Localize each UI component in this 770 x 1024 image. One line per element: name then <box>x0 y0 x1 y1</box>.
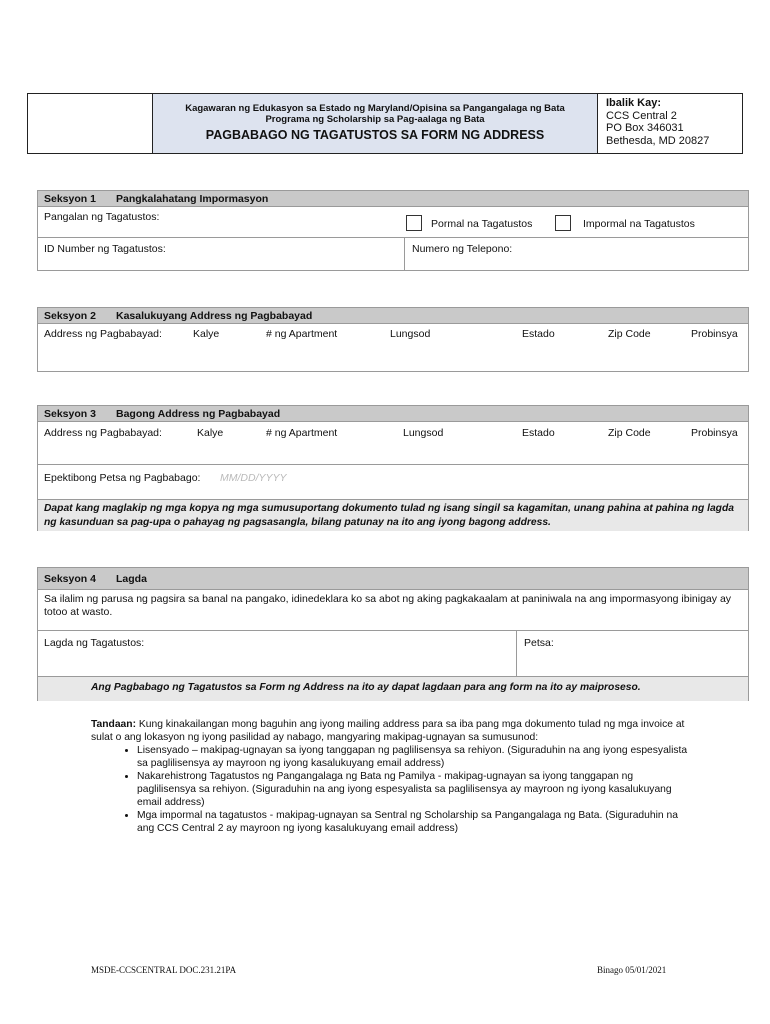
section-2-title <box>38 308 748 324</box>
section-3 <box>37 405 749 531</box>
program-name: Programa ng Scholarship sa Pag-aalaga ng Bata <box>265 114 485 125</box>
divider <box>38 464 748 465</box>
signature-field[interactable]: Lagda ng Tagatustos: <box>44 637 145 649</box>
zip-code-field[interactable]: Zip Code <box>608 328 651 340</box>
section-2 <box>37 307 749 372</box>
list-item: • Mga impormal na tagatustos - makipag-ugnayan sa Sentral ng Scholarship sa Pangangalaga ng Bata. (Siguraduhin na ang CCS Central 2 ay mayroon ng iyong kasalukuyang email address) <box>137 809 691 835</box>
address-proof-notice: Dapat kang maglakip ng mga kopya ng mga sumusuportang dokumento tulad ng isang singil sa kagamitan, unang pahina at pahina ng lagda ng kasunduan sa pag-upa o pahayag ng pagsasangla, bilang patunay na ito ang iyong bagong address. <box>38 500 748 531</box>
list-item: • Nakarehistrong Tagatustos ng Pangangalaga ng Bata ng Pamilya - makipag-ugnayan sa iyong tanggapan ng paglilisensya sa rehiyon. (Siguraduhin na ang iyong espesyalista sa paglilisensya ay mayroon ng iyong kasalukuyang email address) <box>137 770 691 809</box>
declaration-text: Sa ilalim ng parusa ng pagsira sa banal na pangako, idinedeklara ko sa abot ng aking pagkakaalam at paniniwala na ang impormasyong ibinigay ay totoo at wasto. <box>44 593 732 618</box>
section-number: Seksyon 3 <box>44 408 96 420</box>
note-text: Kung kinakailangan mong baguhin ang iyong mailing address para sa iba pang mga dokumento tulad ng mga invoice at sulat o ang lokasyon ng iyong pasilidad ay nabago, mangyaring makipag-ugnayan sa sumusunod: <box>91 719 685 743</box>
new-city-field[interactable]: Lungsod <box>403 427 444 439</box>
new-province-field[interactable]: Probinsya <box>691 427 738 439</box>
department-name: Kagawaran ng Edukasyon sa Estado ng Maryland/Opisina sa Pangangalaga ng Bata <box>185 103 565 114</box>
new-street-field[interactable]: Kalye <box>197 427 224 439</box>
apartment-field[interactable]: # ng Apartment <box>266 328 338 340</box>
date-field[interactable]: Petsa: <box>524 637 554 649</box>
return-line: PO Box 346031 <box>606 122 684 134</box>
signature-required-notice: Ang Pagbabago ng Tagatustos sa Form ng Address na ito ay dapat lagdaan para ang form na ito ay maiproseso. <box>38 677 748 701</box>
section-title: Pangkalahatang Impormasyon <box>116 193 269 205</box>
section-number: Seksyon 2 <box>44 310 96 322</box>
return-address <box>597 93 743 154</box>
effective-date-input[interactable]: MM/DD/YYYY <box>220 472 287 484</box>
city-field[interactable]: Lungsod <box>390 328 431 340</box>
section-1 <box>37 190 749 271</box>
return-title: Ibalik Kay: <box>606 97 662 109</box>
document-id: MSDE-CCSCENTRAL DOC.231.21PA <box>91 965 237 975</box>
formal-provider-checkbox[interactable] <box>406 215 422 231</box>
header-title-cell <box>152 93 598 154</box>
section-4-title <box>38 568 748 590</box>
state-field[interactable]: Estado <box>522 328 555 340</box>
new-zip-code-field[interactable]: Zip Code <box>608 427 651 439</box>
list-item: • Lisensyado – makipag-ugnayan sa iyong tanggapan ng paglilisensya sa rehiyon. (Siguraduhin na ang iyong espesyalista sa paglilisensya ay mayroon ng iyong kasalukuyang email address) <box>137 744 691 770</box>
section-3-title <box>38 406 748 422</box>
divider <box>404 237 405 270</box>
divider <box>516 630 517 676</box>
provider-name-field[interactable]: Pangalan ng Tagatustos: <box>44 211 160 223</box>
return-line: Bethesda, MD 20827 <box>606 134 710 147</box>
contact-list <box>91 744 691 835</box>
note-lead: Tandaan: <box>91 719 137 730</box>
section-number: Seksyon 4 <box>44 573 96 585</box>
divider <box>38 630 748 631</box>
note-block <box>91 718 691 835</box>
effective-date-label: Epektibong Petsa ng Pagbabago: <box>44 472 201 484</box>
street-field[interactable]: Kalye <box>193 328 220 340</box>
informal-provider-checkbox[interactable] <box>555 215 571 231</box>
province-field[interactable]: Probinsya <box>691 328 738 340</box>
section-number: Seksyon 1 <box>44 193 96 205</box>
payment-address-field[interactable]: Address ng Pagbabayad: <box>44 328 162 340</box>
new-apartment-field[interactable]: # ng Apartment <box>266 427 338 439</box>
form-title: PAGBABAGO NG TAGATUSTOS SA FORM NG ADDRESS <box>205 128 545 142</box>
new-state-field[interactable]: Estado <box>522 427 555 439</box>
revision-date: Binago 05/01/2021 <box>597 965 667 975</box>
phone-number-field[interactable]: Numero ng Telepono: <box>412 243 513 255</box>
divider <box>38 237 748 238</box>
section-1-title <box>38 191 748 207</box>
section-title: Lagda <box>116 573 147 585</box>
section-4 <box>37 567 749 701</box>
header-blank-cell <box>27 93 153 154</box>
formal-provider-label: Pormal na Tagatustos <box>431 218 533 230</box>
section-title: Bagong Address ng Pagbabayad <box>116 408 281 420</box>
provider-id-field[interactable]: ID Number ng Tagatustos: <box>44 243 166 255</box>
note-intro <box>91 718 691 744</box>
new-payment-address-field[interactable]: Address ng Pagbabayad: <box>44 427 162 439</box>
return-line: CCS Central 2 <box>606 109 677 122</box>
section-title: Kasalukuyang Address ng Pagbabayad <box>116 310 313 322</box>
informal-provider-label: Impormal na Tagatustos <box>583 218 695 230</box>
